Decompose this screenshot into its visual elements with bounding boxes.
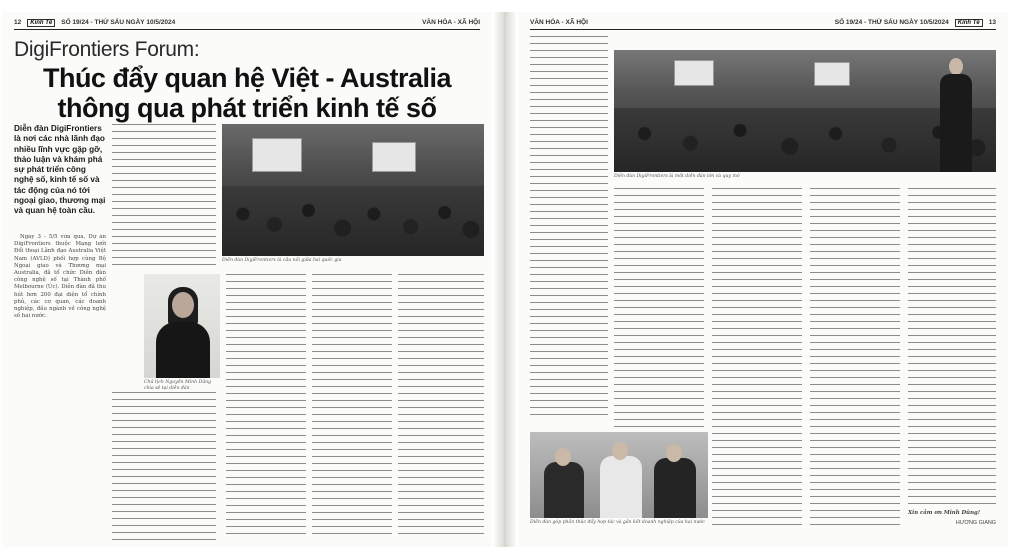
article-headline	[14, 63, 480, 123]
hall-photo-caption: Diễn đàn DigiFrontiers là một diễn đàn lớn và quy mô	[614, 174, 740, 179]
right-column-5-text	[908, 188, 996, 506]
handshake-photo	[530, 432, 708, 518]
publication-logo-left: Kinh Tế	[27, 19, 55, 27]
conference-hall-photo	[614, 50, 996, 172]
portrait-caption: Chủ tịch Nguyễn Minh Dũng chia sẻ tại diễn đàn	[144, 380, 212, 391]
projector-screen	[814, 62, 850, 86]
right-column-2-text	[614, 188, 704, 428]
conference-photo-caption: Diễn đàn DigiFrontiers là cầu nối giữa hai quốc gia	[222, 258, 342, 263]
handshake-caption: Diễn đàn góp phần thúc đẩy hợp tác và gắn kết doanh nghiệp của hai nước	[530, 520, 705, 525]
body-paragraph: Ngày 3 - 5/5 vừa qua, Dự án DigiFrontiers thuộc Mạng lưới Đổi thoại Lãnh đạo Australia Việt Nam (AVLD) phối hợp cùng Bộ Ngoại giao và Thương mại Australia, đã tổ chức Diễn đàn công nghệ số tại Thành phố Melbourne (Úc). Diễn đàn đã thu hút hơn 200 đại diện tổ chính phủ, các cơ quan, các doanh nghiệp, đầu ngành về công nghệ số hai nước.	[14, 234, 106, 320]
left-section-label: VĂN HÓA - XÃ HỘI	[422, 19, 480, 26]
projector-screen	[674, 60, 714, 86]
left-running-head	[14, 18, 480, 30]
article-lead: Diễn đàn DigiFrontiers là nơi các nhà lãnh đạo nhiều lĩnh vực gặp gỡ, thảo luận và khám phá sự phát triển công nghệ số, kinh tế số và tác động của nó tới ngoại giao, thương mại và quan hệ toàn cầu.	[14, 124, 106, 216]
right-column-3-text	[712, 188, 802, 528]
left-column-5-text	[398, 274, 484, 540]
audience	[222, 186, 484, 256]
left-page-number: 12	[14, 19, 22, 26]
headline-line-2: thông qua phát triển kinh tế số	[57, 93, 437, 123]
left-column-2b-text	[112, 392, 216, 540]
right-column-1-text	[530, 36, 608, 416]
right-page-number: 13	[988, 19, 996, 26]
left-page	[2, 12, 492, 547]
right-issue-date: SỐ 19/24 - THỨ SÁU NGÀY 10/5/2024	[834, 19, 949, 26]
portrait-photo	[144, 274, 220, 378]
right-page	[518, 12, 1008, 547]
conference-photo	[222, 124, 484, 256]
left-column-2-text	[112, 124, 216, 270]
interview-signoff: Xin cảm ơn Minh Dũng!	[908, 510, 981, 516]
right-running-head	[530, 18, 996, 30]
publication-logo-right: Kinh Tế	[955, 19, 983, 27]
left-issue-date: SỐ 19/24 - THỨ SÁU NGÀY 10/5/2024	[61, 19, 176, 26]
headline-line-1: Thúc đẩy quan hệ Việt - Australia	[42, 63, 452, 93]
article-kicker: DigiFrontiers Forum:	[14, 38, 200, 61]
left-column-4-text	[312, 274, 392, 540]
right-section-label: VĂN HÓA - XÃ HỘI	[530, 19, 588, 26]
left-column-1	[14, 234, 106, 540]
projector-screen	[252, 138, 302, 172]
left-column-3-text	[226, 274, 306, 540]
speaker-figure	[936, 58, 976, 172]
magazine-spine	[494, 12, 516, 547]
author-byline: HƯƠNG GIANG	[955, 520, 996, 526]
projector-screen	[372, 142, 416, 172]
right-column-4-text	[810, 188, 900, 528]
